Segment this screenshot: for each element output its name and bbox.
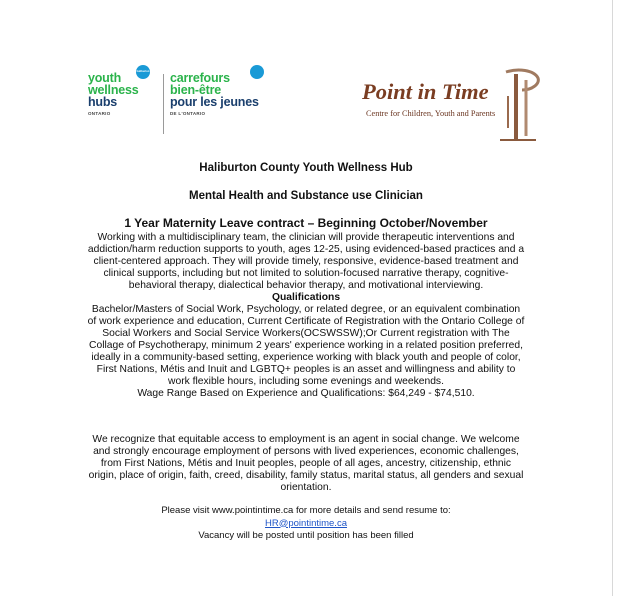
ywh-word-1: youth	[88, 71, 122, 85]
wage-range: Wage Range Based on Experience and Qualifications: $64,249 - $74,510.	[137, 388, 475, 399]
youth-wellness-hubs-logo	[88, 72, 288, 136]
equity-line: We recognize that equitable access to employment is an agent in social change. We welcome	[92, 434, 520, 445]
pit-tagline: Centre for Children, Youth and Parents	[366, 109, 496, 118]
pit-pillar-icon	[496, 66, 542, 146]
intro-line: addiction/harm reduction supports to youth, ages 12-25, using evidenced-based practices and a	[87, 244, 525, 255]
ywh-english-sub: ONTARIO	[88, 111, 111, 116]
page-edge	[612, 0, 613, 596]
org-title: Haliburton County Youth Wellness Hub	[199, 162, 413, 174]
ywh-fr-badge-icon	[250, 65, 264, 79]
ywh-english-wordmark	[88, 72, 139, 116]
ywh-fr-word-3: pour les jeunes	[170, 95, 259, 109]
point-in-time-logo	[362, 66, 544, 146]
equity-line: from First Nations, Métis and Inuit peoples, people of all ages, ancestry, citizenship, ethnic	[100, 458, 512, 469]
qualification-line: Collage of Psychotherapy, minimum 2 years' experience working in a related position preferred,	[89, 340, 523, 351]
ywh-fr-word-1: carrefours	[170, 71, 230, 85]
ywh-fr-word-2: bien-être	[170, 83, 221, 97]
ywh-badge-icon: haliburton	[136, 65, 150, 79]
qualification-line: of work experience and education, Current Certificate of Registration with the Ontario College of	[87, 316, 525, 327]
ywh-word-3: hubs	[88, 95, 118, 109]
ywh-word-2: wellness	[88, 83, 139, 97]
qualification-line: ideally in a community-based setting, experience working with black youth and people of color,	[91, 352, 521, 363]
contact-block	[66, 505, 546, 543]
intro-line: Working with a multidisciplinary team, the clinician will provide therapeutic interventions and	[97, 232, 515, 243]
vacancy-note: Vacancy will be posted until position has been filled	[198, 530, 414, 541]
intro-line: client-centered approach. They will provide timely, responsive, evidence-based treatment and	[93, 256, 519, 267]
intro-paragraph	[66, 232, 546, 400]
equity-line: origin, place of origin, faith, creed, disability, family status, marital status, all genders and sexual	[88, 470, 524, 481]
contract-line: 1 Year Maternity Leave contract – Beginning October/November	[124, 216, 488, 230]
job-title: Mental Health and Substance use Clinician	[189, 190, 423, 202]
qualifications-heading: Qualifications	[271, 292, 341, 303]
intro-line: behavioral therapy, dialectical behavior therapy, and motivational interviewing.	[128, 280, 484, 291]
qualification-line: First Nations, Métis and Inuit and LGBTQ+ peoples is an asset and willingness and ability to	[96, 364, 516, 375]
equity-line: and strongly encourage employment of persons with lived experiences, economic challenges,	[93, 446, 519, 457]
qualification-line: Social Workers and Social Service Workers(OCSWSSW);Or Current registration with The	[102, 328, 510, 339]
visit-line: Please visit www.pointintime.ca for more details and send resume to:	[161, 505, 451, 516]
intro-line: clinical supports, including but not limited to solution-focused narrative therapy, cognitive-	[103, 268, 509, 279]
equity-paragraph	[66, 434, 546, 494]
ywh-french-wordmark	[170, 72, 259, 116]
ywh-french-sub: DE L'ONTARIO	[170, 111, 206, 116]
qualification-line: Bachelor/Masters of Social Work, Psychology, or related degree, or an equivalent combination	[91, 304, 521, 315]
pit-wordmark: Point in Time	[362, 79, 489, 104]
logo-divider	[163, 74, 164, 134]
equity-line: orientation.	[280, 482, 332, 493]
email-link[interactable]: HR@pointintime.ca	[265, 517, 347, 529]
qualification-line: work flexible hours, including some evenings and weekends.	[168, 376, 444, 387]
